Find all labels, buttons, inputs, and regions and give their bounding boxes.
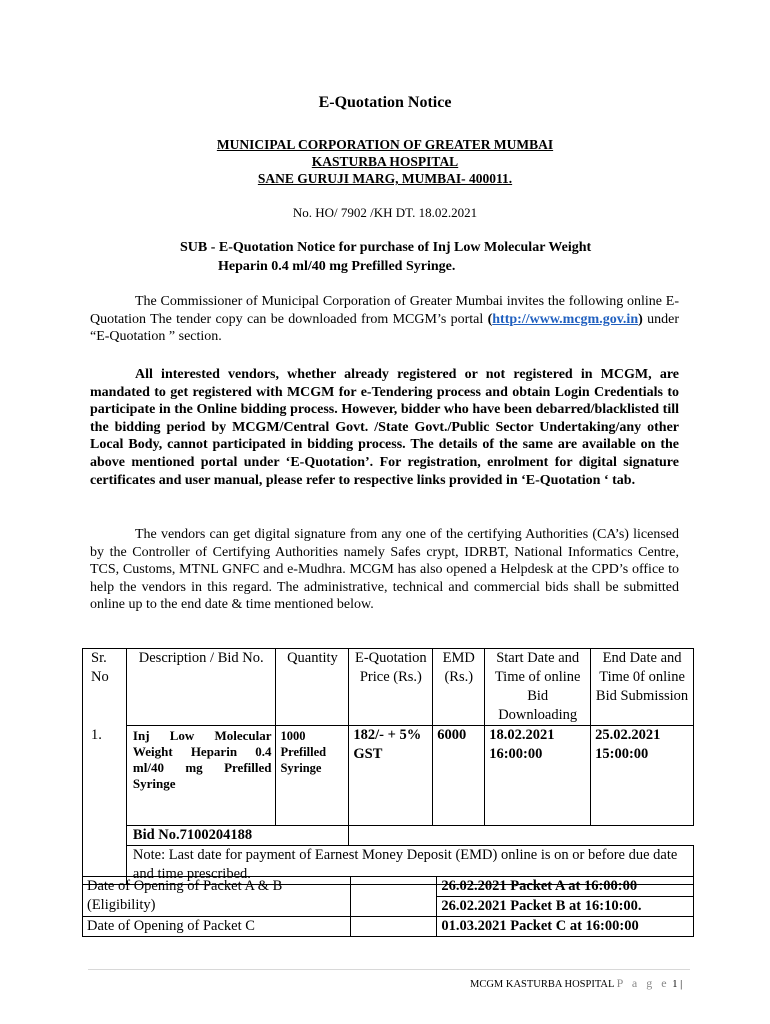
row-description: Inj Low Molecular Weight Heparin 0.4 ml/40 mg Prefilled Syringe	[126, 726, 276, 826]
header-emd: EMD (Rs.)	[433, 649, 485, 726]
bid-number-blank	[349, 826, 694, 846]
opening-dates-table	[82, 876, 694, 937]
subject-line-1: SUB - E-Quotation Notice for purchase of Inj Low Molecular Weight	[180, 240, 592, 255]
header-description: Description / Bid No.	[126, 649, 276, 726]
header-sr: Sr. No	[83, 649, 127, 726]
opening-a-value: 26.02.2021 Packet A at 16:00:00	[437, 877, 694, 897]
bid-number-spacer	[83, 826, 127, 846]
subject-line-2: Heparin 0.4 ml/40 mg Prefilled Syringe.	[218, 259, 456, 274]
digital-signature-text: The vendors can get digital signature from any one of the certifying Authorities (CA’s) licensed by the Controller of Certifying Authorities namely Safes crypt, IDRBT, National Informatics Centre, TCS, Customs, MTNL GNFC and e-Mudhra. MCGM has also opened a Helpdesk at the CPD’s office to help the vendors in this regard. The administrative, technical and commercial bids shall be submitted online up to the end date & time mentioned below.	[90, 527, 679, 613]
intro-text: The Commissioner of Municipal Corporation of Greater Mumbai invites the following online E-Quotation The tender copy can be downloaded from MCGM’s portal	[90, 294, 679, 327]
opening-b-value: 26.02.2021 Packet B at 16:10:00.	[437, 897, 694, 917]
opening-c-value: 01.03.2021 Packet C at 16:00:00	[437, 917, 694, 937]
row-sr: 1.	[83, 726, 127, 826]
reference-number: No. HO/ 7902 /KH DT. 18.02.2021	[292, 205, 478, 220]
row-end-time-value: 15:00:00	[595, 746, 649, 762]
row-end-date-value: 25.02.2021	[595, 727, 661, 743]
row-quantity: 1000 Prefilled Syringe	[276, 726, 349, 826]
emd-note: Note: Last date for payment of Earnest Money Deposit (EMD) online is on or before due date and time prescribed.	[126, 846, 693, 885]
link-close-paren: )	[638, 311, 643, 327]
digital-signature-paragraph	[90, 526, 679, 614]
header-end-date: End Date and Time 0f online Bid Submission	[591, 649, 694, 726]
table-row	[83, 726, 694, 826]
row-start-date-value: 18.02.2021	[489, 727, 555, 743]
header-start-date: Start Date and Time of online Bid Downloading	[485, 649, 591, 726]
opening-ab-blank	[350, 877, 437, 917]
intro-paragraph	[90, 293, 679, 346]
hospital-address: SANE GURUJI MARG, MUMBAI- 400011.	[257, 171, 513, 186]
row-start-date	[485, 726, 591, 826]
mcgm-portal-link[interactable]: http://www.mcgm.gov.in	[492, 311, 639, 327]
footer-page-label: P a g e	[616, 976, 670, 990]
row-start-time-value: 16:00:00	[489, 746, 543, 762]
registration-paragraph	[90, 366, 679, 489]
row-price: 182/- + 5% GST	[349, 726, 433, 826]
registration-text: All interested vendors, whether already registered or not registered in MCGM, are mandated to get registered with MCGM for e-Tendering process and obtain Login Credentials to participate in the Online bidding process. However, bidder who have been debarred/blacklisted till the bidding period by MCGM/Central Govt. /State Govt./Public Sector Undertaking/any other Local Body, cannot participated in bidding process. The details of the same are available on the above mentioned portal under ‘E-Quotation’. For registration, enrolment for digital signature certificates and user manual, please refer to respective links provided in ‘E-Quotation ‘ tab.	[90, 367, 679, 488]
org-name: MUNICIPAL CORPORATION OF GREATER MUMBAI	[216, 137, 554, 152]
notice-title: E-Quotation Notice	[318, 94, 452, 111]
header-quantity: Quantity	[276, 649, 349, 726]
row-emd: 6000	[433, 726, 485, 826]
link-open-paren: (	[487, 311, 493, 327]
header-price: E-Quotation Price (Rs.)	[349, 649, 433, 726]
bid-number-row	[83, 826, 694, 846]
footer-divider	[88, 969, 690, 970]
opening-c-label: Date of Opening of Packet C	[83, 917, 351, 937]
opening-c-blank	[350, 917, 437, 937]
footer-text: MCGM KASTURBA HOSPITAL	[470, 979, 617, 990]
subject	[180, 238, 680, 276]
bid-number: Bid No.7100204188	[126, 826, 348, 846]
row-end-date	[591, 726, 694, 826]
footer-page-number: 1 |	[669, 979, 683, 990]
intro-tail: under “E-Quotation ” section.	[90, 311, 679, 345]
opening-row-c	[83, 917, 694, 937]
quotation-table	[82, 648, 694, 885]
opening-ab-label: Date of Opening of Packet A & B (Eligibility)	[83, 877, 351, 917]
table-header-row	[83, 649, 694, 726]
page-footer	[470, 976, 682, 991]
hospital-name: KASTURBA HOSPITAL	[311, 154, 459, 169]
opening-row-ab	[83, 877, 694, 897]
